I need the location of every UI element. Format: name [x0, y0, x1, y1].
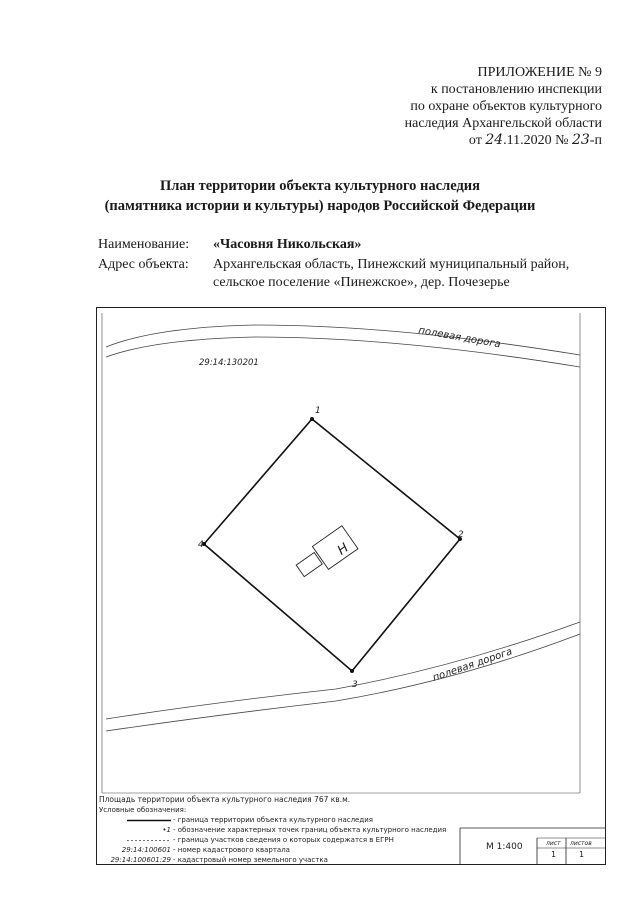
address-label: Адрес объекта: [98, 257, 189, 272]
legend-item [99, 815, 471, 825]
boundary-point-1 [310, 417, 314, 421]
legend-boundary-symbol [127, 819, 171, 822]
sheet-value: 1 [551, 850, 557, 859]
name-label: Наименование: [98, 237, 190, 252]
point-label-1: 1 [315, 406, 321, 416]
legend-symbol: 29:14:100601 [121, 846, 171, 854]
appendix-line-resolution: к постановлению инспекции [430, 82, 602, 97]
building-label: Н [334, 540, 352, 559]
appendix-line-inspection: по охране объектов культурного [410, 99, 602, 114]
point-label-2: 2 [458, 530, 464, 540]
legend-item [99, 855, 471, 865]
legend-symbol: •1 [162, 826, 171, 834]
title-line-1: План территории объекта культурного наследия [159, 178, 480, 194]
field-road-bottom [106, 622, 580, 731]
legend-text: - обозначение характерных точек границ объекта культурного наследия [173, 826, 447, 834]
scale-label: М 1:400 [486, 842, 523, 852]
appendix-title: ПРИЛОЖЕНИЕ № 9 [477, 65, 602, 80]
address-line-1: Архангельская область, Пинежский муниципальный район, [213, 257, 570, 272]
legend-symbol: 29:14:100601:29 [110, 856, 171, 864]
resolution-number-suffix: -п [589, 133, 602, 148]
legend-item [99, 845, 471, 855]
name-value: «Часовня Никольская» [213, 237, 362, 252]
title-line-2: (памятника истории и культуры) народов Российской Федерации [104, 198, 536, 214]
legend-text: - номер кадастрового квартала [173, 846, 290, 854]
point-label-4: 4 [198, 540, 204, 550]
sheet-label: лист [546, 840, 561, 847]
resolution-number: 23 [572, 132, 590, 148]
area-text: Площадь территории объекта культурного наследия 767 кв.м. [99, 795, 351, 804]
field-road-top [106, 325, 580, 367]
appendix-line-region: наследия Архангельской области [404, 116, 602, 131]
legend-heading: Условные обозначения: [99, 806, 187, 814]
road-label-top: полевая дорога [417, 325, 502, 351]
boundary-point-3 [350, 669, 354, 673]
territory-boundary [204, 419, 460, 671]
appendix-header [360, 64, 602, 149]
plan-frame-border [97, 308, 606, 865]
date-rest: .11.2020 № [503, 133, 573, 148]
appendix-date-line [360, 132, 602, 149]
date-prefix: от [468, 133, 482, 148]
legend-item [99, 835, 471, 845]
legend-parcel-symbol [127, 839, 171, 842]
point-label-3: 3 [352, 680, 358, 690]
cadastral-quarter-label: 29:14:130201 [199, 358, 259, 368]
address-line-2: сельское поселение «Пинежское», дер. Почезерье [213, 275, 510, 290]
date-day: 24 [485, 132, 504, 148]
legend-text: - граница участков сведения о которых содержатся в ЕГРН [173, 836, 394, 844]
sheets-value: 1 [579, 850, 585, 859]
road-label-bottom: полевая дорога [431, 646, 514, 684]
legend-text: - кадастровый номер земельного участка [173, 856, 328, 864]
territory-plan [96, 307, 606, 865]
legend-item [99, 825, 471, 835]
legend-text: - граница территории объекта культурного наследия [173, 816, 373, 824]
sheets-label: листов [570, 840, 592, 847]
legend [99, 795, 471, 865]
document-title [0, 176, 640, 216]
